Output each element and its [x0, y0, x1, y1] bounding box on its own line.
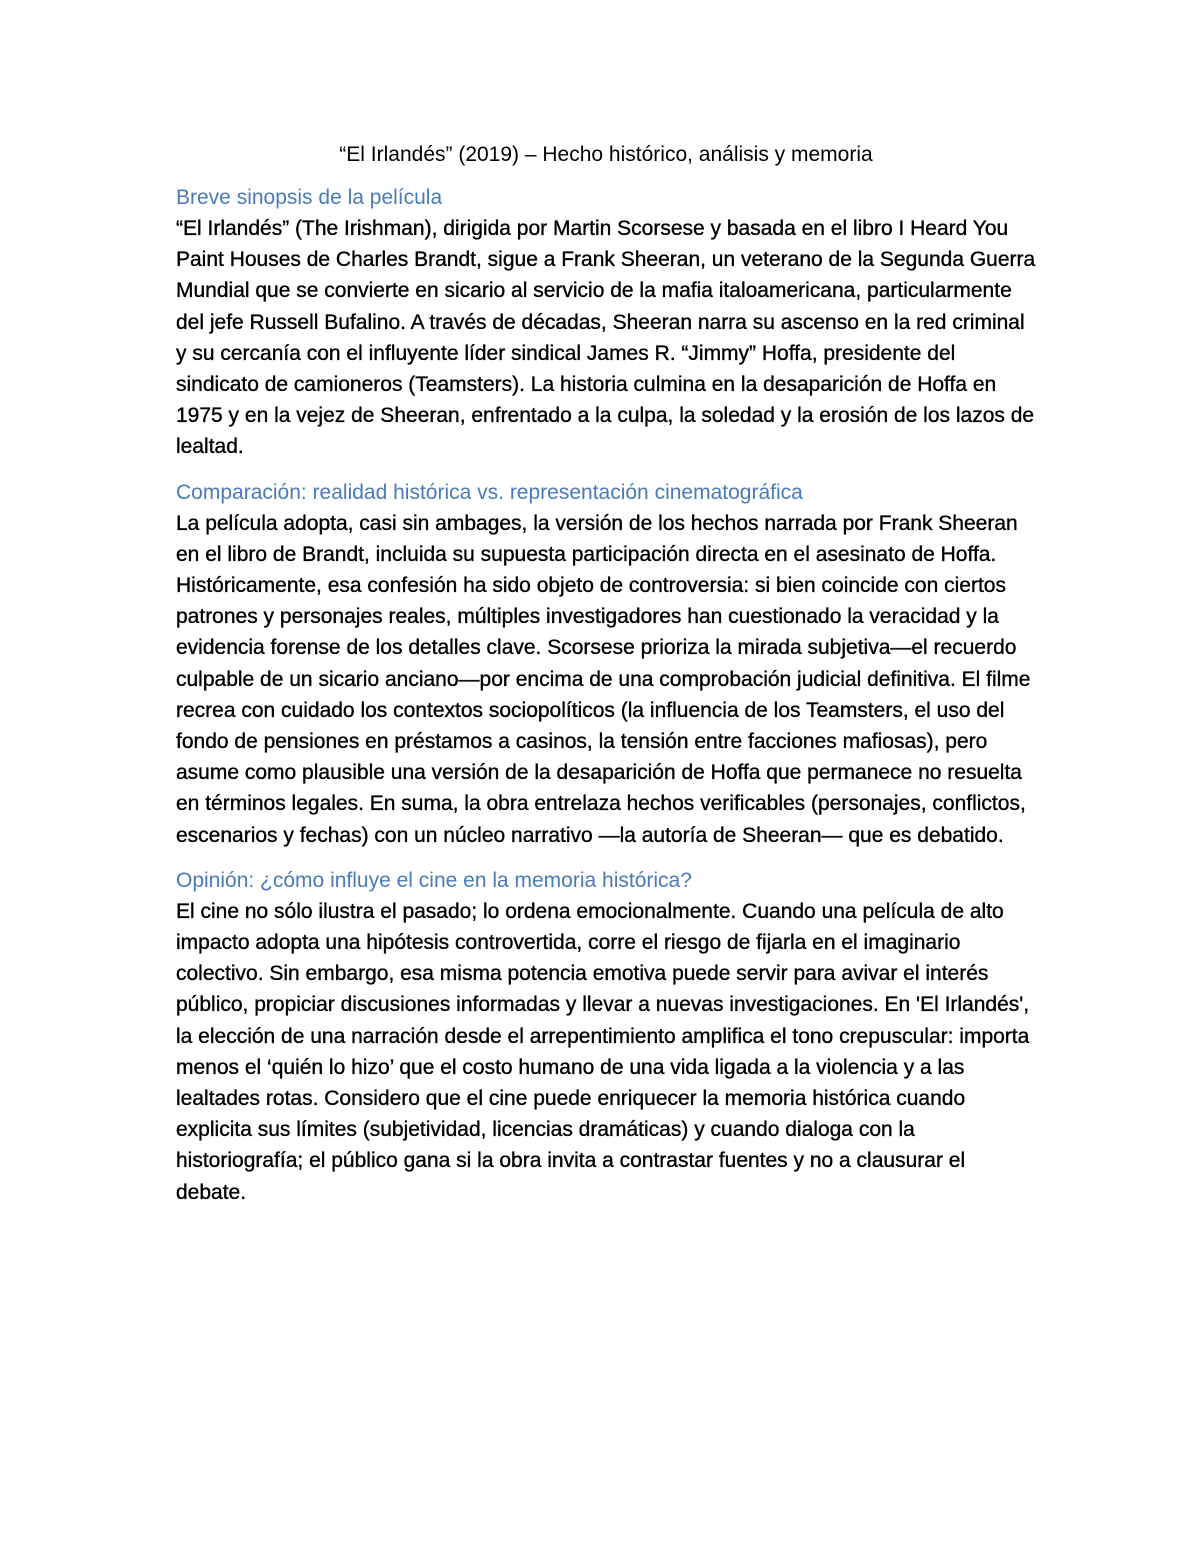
section-opinion — [176, 865, 1036, 1208]
section-heading: Opinión: ¿cómo influye el cine en la memoria histórica? — [176, 868, 692, 892]
section-body: El cine no sólo ilustra el pasado; lo ordena emocionalmente. Cuando una película de alto impacto adopta una hipótesis controvertida, corre el riesgo de fijarla en el imaginario colectivo. Sin embargo, esa misma potencia emotiva puede servir para avivar el interés público, propiciar discusiones informadas y llevar a nuevas investigaciones. En 'El Irlandés', la elección de una narración desde el arrepentimiento amplifica el tono crepuscular: importa menos el ‘quién lo hizo’ que el costo humano de una vida ligada a la violencia y a las lealtades rotas. Considero que el cine puede enriquecer la memoria histórica cuando explicita sus límites (subjetividad, licencias dramáticas) y cuando dialoga con la historiografía; el público gana si la obra invita a contrastar fuentes y no a clausurar el debate. — [176, 899, 1030, 1204]
section-heading: Comparación: realidad histórica vs. representación cinematográfica — [176, 480, 803, 504]
document-page — [176, 138, 1036, 1222]
section-heading: Breve sinopsis de la película — [176, 186, 443, 209]
section-comparison — [176, 477, 1036, 851]
section-synopsis — [176, 182, 1036, 463]
document-title: “El Irlandés” (2019) – Hecho histórico, análisis y memoria — [339, 143, 873, 166]
section-body: La película adopta, casi sin ambages, la versión de los hechos narrada por Frank Sheeran en el libro de Brandt, incluida su supuesta participación directa en el asesinato de Hoffa. Históricamente, esa confesión ha sido objeto de controversia: si bien coincide con ciertos patrones y personajes reales, múltiples investigadores han cuestionado la veracidad y la evidencia forense de los detalles clave. Scorsese prioriza la mirada subjetiva—el recuerdo culpable de un sicario anciano—por encima de una comprobación judicial definitiva. El filme recrea con cuidado los contextos sociopolíticos (la influencia de los Teamsters, el uso del fondo de pensiones en préstamos a casinos, la tensión entre facciones mafiosas), pero asume como plausible una versión de la desaparición de Hoffa que permanece no resuelta en términos legales. En suma, la obra entrelaza hechos verificables (personajes, conflictos, escenarios y fechas) con un núcleo narrativo —la autoría de Sheeran— que es debatido. — [176, 511, 1031, 847]
section-body: “El Irlandés” (The Irishman), dirigida por Martin Scorsese y basada en el libro I Heard You Paint Houses de Charles Brandt, sigue a Frank Sheeran, un veterano de la Segunda Guerra Mundial que se convierte en sicario al servicio de la mafia italoamericana, particularmente del jefe Russell Bufalino. A través de décadas, Sheeran narra su ascenso en la red criminal y su cercanía con el influyente líder sindical James R. “Jimmy” Hoffa, presidente del sindicato de camioneros (Teamsters). La historia culmina en la desaparición de Hoffa en 1975 y en la vejez de Sheeran, enfrentado a la culpa, la soledad y la erosión de los lazos de lealtad. — [176, 217, 1036, 459]
